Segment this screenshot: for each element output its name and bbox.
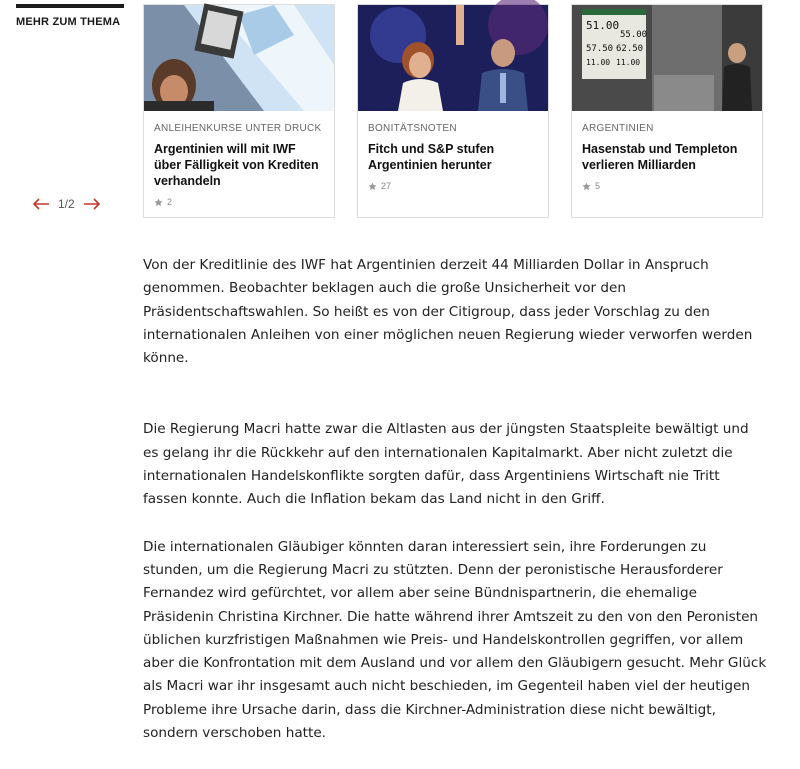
comment-count-value: 5 [595,181,601,191]
article-thumbnail [572,5,762,111]
arrow-right-icon[interactable] [83,197,101,211]
article-paragraph: Von der Kreditlinie des IWF hat Argentinien derzeit 44 Milliarden Dollar in Anspruch genommen. Beobachter beklagen auch die große Unsicherheit vor den Präsidentschaftswahlen. So heißt es von der Citigroup, dass jeder Vorschlag zu den internationalen Anleihen von einer möglichen neuen Regierung wieder verworfen werden könne. [143,257,753,367]
related-articles [143,4,763,218]
comment-count [582,181,752,191]
star-icon [368,182,377,191]
star-icon [154,198,163,207]
board-value: 55.00 [620,30,648,40]
board-value: 11.00 [586,58,611,67]
board-value: 11.00 [616,58,641,67]
comment-count [368,181,538,191]
article-headline[interactable]: Hasenstab und Templeton verlieren Milliarden [582,142,738,172]
board-value: 51.00 [586,19,620,32]
arrow-left-icon[interactable] [32,197,50,211]
article-kicker: BONITÄTSNOTEN [368,123,457,134]
comment-count-value: 2 [167,197,173,207]
carousel-pager [32,197,101,211]
related-article-card[interactable] [357,4,549,218]
article-headline[interactable]: Fitch und S&P stufen Argentinien herunter [368,142,495,172]
board-value: 62.50 [616,44,644,54]
comment-count-value: 27 [381,181,392,191]
article-thumbnail [144,5,334,111]
article-paragraph: Die internationalen Gläubiger könnten daran interessiert sein, ihre Forderungen zu stunden, um die Regierung Macri zu stützten. Denn der peronistische Herausforderer Fernandez wird gefürchtet, vor allem aber seine Bündnispartnerin, die ehemalige Präsidenin Christina Kirchner. Die hatte während ihrer Amtszeit zu den von den Peronisten üblichen kurzfristigen Maßnahmen wie Preis- und Handelskontrollen gegriffen, vor allem aber die Konfrontation mit dem Ausland und vor allem den Gläubigern gesucht. Mehr Glück als Macri war ihr insgesamt auch nicht beschieden, im Gegenteil haben viel der heutigen Probleme ihre Ursache darin, dass die Kirchner-Administration diese nicht bewältigt, sondern verschoben hatte. [143,538,767,742]
section-title: MEHR ZUM THEMA [16,4,124,28]
board-value: 57.50 [586,44,614,54]
article-kicker: ARGENTINIEN [582,123,654,134]
related-article-card[interactable] [143,4,335,218]
star-icon [582,182,591,191]
article-body [143,254,768,769]
related-article-card[interactable] [571,4,763,218]
article-thumbnail [358,5,548,111]
article-paragraph: Die Regierung Macri hatte zwar die Altlasten aus der jüngsten Staatspleite bewältigt und es gelang ihr die Rückkehr auf den internationalen Kapitalmarkt. Aber nicht zuletzt die internationalen Handelskonflikte sorgten dafür, dass Argentiniens Wirtschaft nie Tritt fassen konnte. Auch die Inflation bekam das Land nicht in den Griff. [143,421,749,508]
article-headline[interactable]: Argentinien will mit IWF über Fälligkeit von Krediten verhandeln [154,142,319,188]
pager-label: 1/2 [58,197,75,211]
comment-count [154,197,324,207]
article-kicker: ANLEIHENKURSE UNTER DRUCK [154,123,322,134]
